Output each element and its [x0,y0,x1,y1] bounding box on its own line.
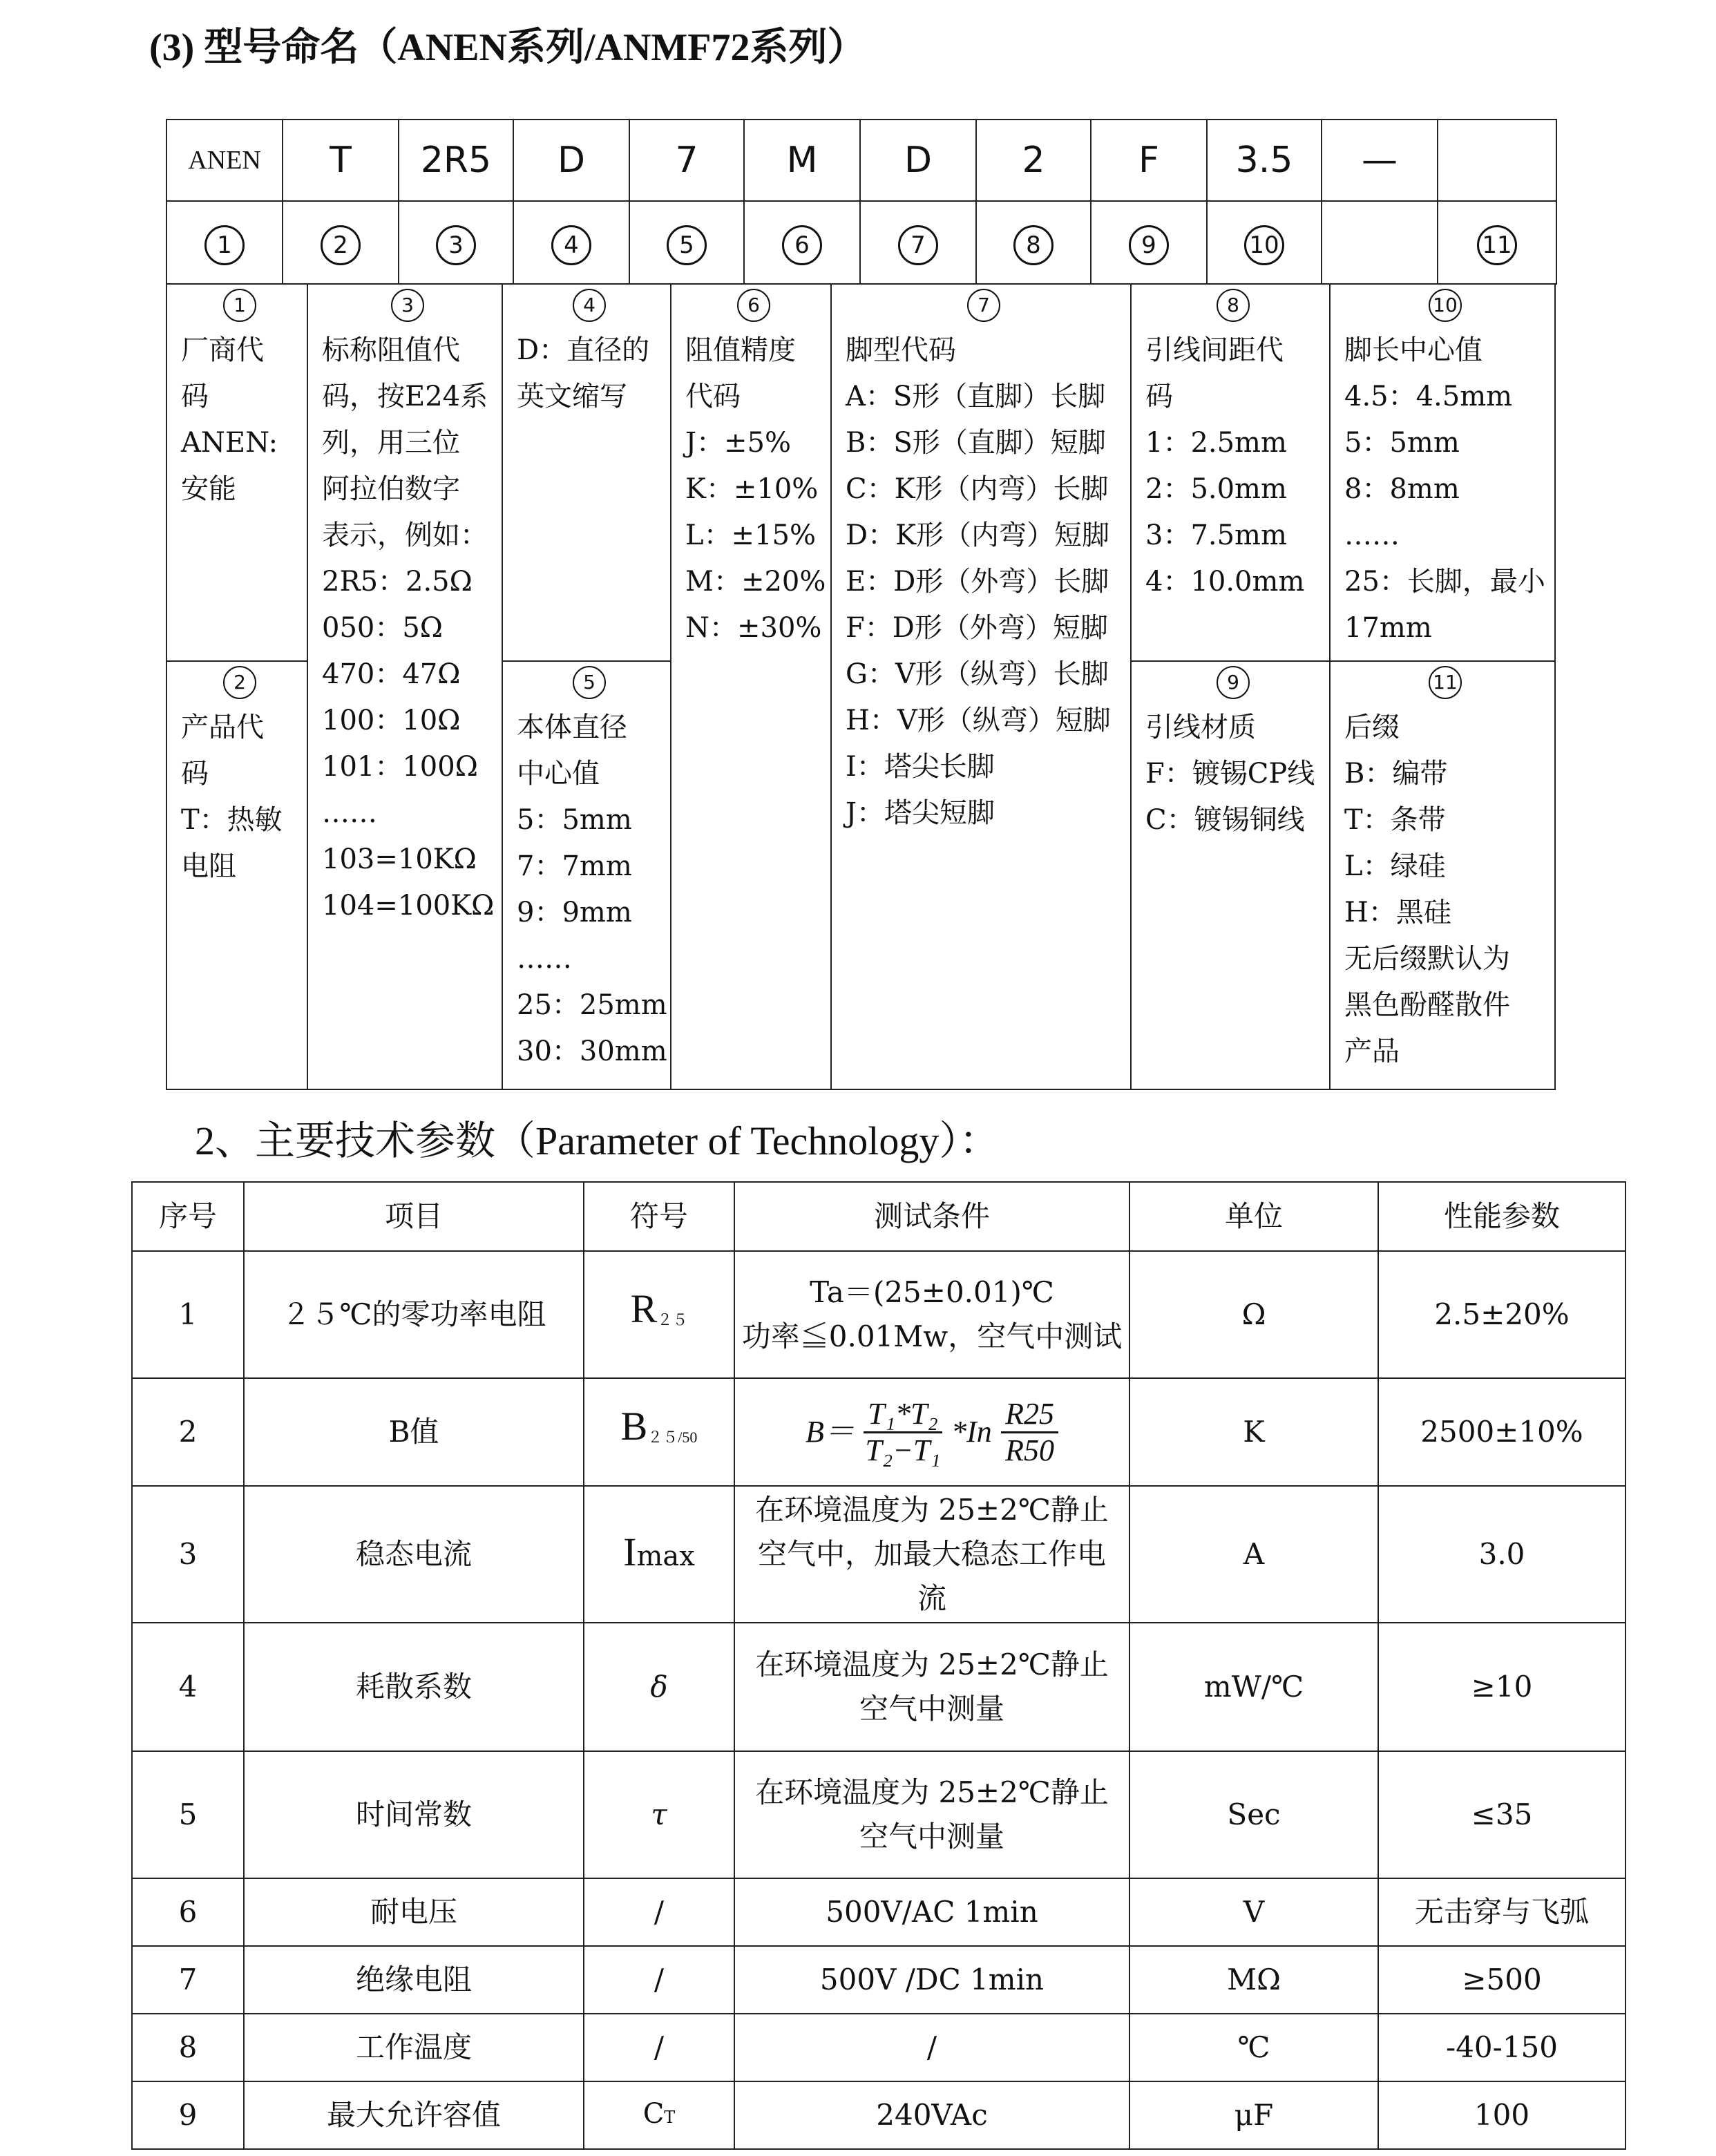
explain-line: 产品代 [181,712,264,743]
explain-line: A：S形（直脚）长脚 [846,381,1106,412]
explain-line: 4.5：4.5mm [1344,381,1513,412]
explain-line: 表示，例如： [322,519,488,551]
table-row [132,1623,1626,1751]
explain-line: 码，按E24系 [322,381,488,412]
formula-operator [951,1415,992,1449]
explain-line: ANEN: [181,427,278,459]
code-cell: 7 [629,120,744,201]
condition-line: 空气中测量 [859,1820,1004,1853]
explain-line: F：D形（外弯）短脚 [846,612,1108,644]
index-badge: 4 [551,225,591,265]
index-badge: 11 [1429,666,1462,699]
symbol-cell [584,1486,734,1623]
condition-line: 在环境温度为 25±2℃静止 [755,1775,1109,1809]
explain-line: B：S形（直脚）短脚 [846,427,1106,459]
condition-line: 在环境温度为 25±2℃静止 [755,1493,1109,1527]
explain-line: 本体直径 [517,712,627,743]
index-badge: 7 [967,289,1000,322]
symbol: τ [651,1797,667,1831]
model-code-table [166,119,1557,285]
symbol-sub: T [664,2108,676,2127]
explain-line: C：镀锡铜线 [1145,804,1305,836]
explain-line: L：±15% [685,519,816,551]
table-row [132,2081,1626,2149]
explain-line: D：直径的 [517,334,650,366]
unit-cell: K [1129,1378,1378,1486]
column-header: 序号 [132,1182,244,1251]
explain-line: T：条带 [1344,804,1446,836]
explain-cell [832,285,1130,837]
explain-line: 5：5mm [517,804,632,836]
formula-fraction [864,1397,942,1468]
index-badge: 2 [223,666,256,699]
unit-cell: V [1129,1878,1378,1946]
explain-line: 安能 [181,473,236,505]
index-cell [283,201,399,284]
explain-column [308,285,503,1089]
explain-line: C：K形（内弯）长脚 [846,473,1109,505]
explain-line: 引线间距代 [1145,334,1284,366]
row-number: 8 [132,2014,244,2081]
symbol-cell: / [584,1946,734,2014]
explain-line: 阻值精度 [685,334,796,366]
explain-line: 2：5.0mm [1145,473,1287,505]
explain-cell [1132,662,1329,843]
symbol: R [630,1286,658,1331]
symbol-cell: / [584,1878,734,1946]
item-cell: 绝缘电阻 [244,1946,584,2014]
item-cell: 时间常数 [244,1751,584,1878]
item-cell: B值 [244,1378,584,1486]
index-badge: 1 [204,225,245,265]
index-badge: 5 [573,666,606,699]
row-number: 9 [132,2081,244,2149]
condition-cell [734,1486,1129,1623]
value-cell: ≥500 [1378,1946,1626,2014]
explain-line: 后缀 [1344,712,1400,743]
table-row [132,1878,1626,1946]
explain-line: 103=10KΩ [322,843,477,875]
explain-line: 3：7.5mm [1145,519,1287,551]
explain-line: F：镀锡CP线 [1145,758,1315,790]
condition-cell: 240VAc [734,2081,1129,2149]
code-cell: F [1091,120,1207,201]
unit-cell: A [1129,1486,1378,1623]
explain-line: 标称阻值代 [322,334,460,366]
explain-line: N：±30% [685,612,822,644]
symbol: I [623,1529,637,1574]
explain-cell [167,662,307,890]
index-badge: 10 [1429,289,1462,322]
symbol-sub: ２５ [657,1311,688,1328]
formula-denominator: T₂−T₁ [865,1433,941,1467]
explain-line: 引线材质 [1145,712,1256,743]
code-cell: 2R5 [399,120,513,201]
index-cell [744,201,860,284]
condition-line: Ta＝(25±0.01)℃ [810,1275,1054,1309]
explain-column [503,285,671,1089]
condition-line: 在环境温度为 25±2℃静止 [755,1648,1109,1681]
formula-cell [734,1378,1129,1486]
explain-line: 中心值 [517,758,600,790]
condition-cell: 500V /DC 1min [734,1946,1129,2014]
explain-cell [671,285,830,651]
item-cell: ２５℃的零功率电阻 [244,1251,584,1378]
code-cell: ANEN [166,120,283,201]
explain-cell [503,662,670,1075]
index-cell [166,201,283,284]
index-badge: 11 [1477,225,1517,265]
symbol-cell [584,1751,734,1878]
item-cell: 耗散系数 [244,1623,584,1751]
row-number: 5 [132,1751,244,1878]
unit-cell: Ω [1129,1251,1378,1378]
explain-line: 8：8mm [1344,473,1460,505]
item-cell: 工作温度 [244,2014,584,2081]
explain-line: 470：47Ω [322,658,461,690]
code-cell: 3.5 [1207,120,1322,201]
explain-line: 英文缩写 [517,381,627,412]
condition-cell [734,1623,1129,1751]
value-cell: 100 [1378,2081,1626,2149]
index-badge: 1 [223,289,256,322]
index-badge: 10 [1244,225,1284,265]
condition-cell: 500V/AC 1min [734,1878,1129,1946]
column-header: 项目 [244,1182,584,1251]
code-cell [1438,120,1556,201]
explain-line: …… [322,797,377,829]
symbol: B [620,1404,648,1449]
index-badge: 3 [436,225,476,265]
column-header: 符号 [584,1182,734,1251]
symbol-cell [584,2081,734,2149]
explain-line: J：塔尖短脚 [846,797,995,829]
formula-denominator: R50 [1005,1433,1055,1467]
table-row [132,1751,1626,1878]
section-title: (3) 型号命名（ANEN系列/ANMF72系列） [149,26,866,69]
explain-cell [308,285,502,929]
value-cell: ≤35 [1378,1751,1626,1878]
symbol-cell [584,1378,734,1486]
explain-column [671,285,832,1089]
table-row [132,1486,1626,1623]
explain-line: 17mm [1344,612,1432,644]
index-cell [629,201,744,284]
index-cell [399,201,513,284]
symbol: C [642,2098,665,2130]
code-cell: T [283,120,399,201]
explain-line: J：±5% [685,427,792,459]
explain-line: G：V形（纵弯）长脚 [846,658,1109,690]
explain-line: 电阻 [181,850,236,882]
explain-line: M：±20% [685,566,826,598]
unit-cell: Sec [1129,1751,1378,1878]
formula-lhs [805,1415,855,1449]
explain-line: K：±10% [685,473,819,505]
explain-line: …… [1344,519,1400,551]
explain-line: 码 [181,381,209,412]
symbol-cell: / [584,2014,734,2081]
symbol-sub: max [636,1540,695,1572]
explain-line: …… [517,943,572,975]
index-badge: 5 [667,225,707,265]
explain-cell [1331,285,1554,660]
explain-line: H：V形（纵弯）短脚 [846,705,1111,736]
table-row [132,2014,1626,2081]
explain-line: 101：100Ω [322,751,478,783]
condition-line: 空气中，加最大稳态工作电 [757,1537,1106,1571]
explain-line: 阿拉伯数字 [322,473,460,505]
explain-line: 脚长中心值 [1344,334,1483,366]
row-number: 6 [132,1878,244,1946]
code-cell: D [860,120,976,201]
formula-fraction [1001,1397,1058,1468]
explain-line: E：D形（外弯）长脚 [846,566,1109,598]
condition-cell [734,1751,1129,1878]
explain-line: 25：长脚，最小 [1344,566,1545,598]
explain-line: 30：30mm [517,1036,667,1067]
condition-cell [734,1251,1129,1378]
explain-line: 码 [1145,381,1173,412]
explain-line: I：塔尖长脚 [846,751,995,783]
explain-line: 9：9mm [517,897,632,928]
index-badge: 8 [1013,225,1054,265]
index-badge: 4 [573,289,606,322]
explain-line: B：编带 [1344,758,1448,790]
row-number: 1 [132,1251,244,1378]
code-explanation-grid [166,283,1556,1090]
index-cell [1091,201,1207,284]
table-row [132,1378,1626,1486]
explain-line: 050：5Ω [322,612,443,644]
explain-line: 100：10Ω [322,705,461,736]
index-cell [860,201,976,284]
symbol-cell [584,1251,734,1378]
explain-line: 1：2.5mm [1145,427,1287,459]
index-cell [1207,201,1322,284]
unit-cell: ℃ [1129,2014,1378,2081]
explain-line: 脚型代码 [846,334,956,366]
explain-cell [1132,285,1329,660]
index-badge: 6 [782,225,822,265]
explain-cell [1331,662,1554,1075]
explain-column [832,285,1132,1089]
explain-line: 25：25mm [517,989,667,1021]
value-cell: ≥10 [1378,1623,1626,1751]
parameter-table [131,1181,1626,2150]
item-cell: 最大允许容值 [244,2081,584,2149]
unit-cell: mW/℃ [1129,1623,1378,1751]
explain-line: 厂商代 [181,334,264,366]
row-number: 4 [132,1623,244,1751]
formula-text: *In [951,1415,992,1449]
index-cell [976,201,1091,284]
unit-cell: μF [1129,2081,1378,2149]
condition-line: 空气中测量 [859,1692,1004,1726]
explain-line: 代码 [685,381,741,412]
explain-column [1331,285,1554,1089]
index-badge: 9 [1217,666,1250,699]
code-cell: D [513,120,629,201]
index-cell [1438,201,1556,284]
explain-line: D：K形（内弯）短脚 [846,519,1109,551]
column-header: 性能参数 [1378,1182,1626,1251]
explain-column [1132,285,1331,1089]
row-number: 7 [132,1946,244,2014]
symbol-cell [584,1623,734,1751]
index-badge: 7 [898,225,938,265]
code-cell: M [744,120,860,201]
explain-line: 列，用三位 [322,427,460,459]
index-badge: 2 [321,225,361,265]
index-cell [513,201,629,284]
condition-line: 流 [917,1581,946,1615]
explain-line: 产品 [1344,1036,1400,1067]
row-number: 2 [132,1378,244,1486]
column-header: 测试条件 [734,1182,1129,1251]
explain-line: T：热敏 [181,804,283,836]
item-cell: 耐电压 [244,1878,584,1946]
explain-column [167,285,308,1089]
value-cell: 2500±10% [1378,1378,1626,1486]
index-badge: 3 [391,289,424,322]
unit-cell: MΩ [1129,1946,1378,2014]
explain-line: L：绿硅 [1344,850,1446,882]
column-header: 单位 [1129,1182,1378,1251]
explain-line: 黑色酚醛散件 [1344,989,1510,1021]
index-badge: 8 [1217,289,1250,322]
value-cell: 3.0 [1378,1486,1626,1623]
explain-line: 2R5：2.5Ω [322,566,473,598]
explain-line: 5：5mm [1344,427,1460,459]
table-row [132,1946,1626,2014]
code-cell: 2 [976,120,1091,201]
symbol: δ [650,1670,668,1704]
explain-line: 7：7mm [517,850,632,882]
param-section-title: 2、主要技术参数（Parameter of Technology）： [195,1118,1000,1163]
symbol-sub: ２５/50 [647,1429,698,1446]
value-cell: 无击穿与飞弧 [1378,1878,1626,1946]
index-badge: 9 [1129,225,1169,265]
code-cell: — [1322,120,1438,201]
table-row [132,1251,1626,1378]
explain-line: H：黑硅 [1344,897,1451,928]
index-cell [1322,201,1438,284]
condition-line: 功率≦0.01Mw，空气中测试 [741,1319,1123,1353]
explain-cell [167,285,307,660]
formula-numerator: T₁*T₂ [864,1397,942,1433]
index-badge: 6 [737,289,770,322]
explain-line: 无后缀默认为 [1344,943,1510,975]
value-cell: -40-150 [1378,2014,1626,2081]
explain-line: 104=100KΩ [322,890,495,922]
explain-cell [503,285,670,660]
formula-numerator: R25 [1001,1397,1058,1433]
explain-line: 码 [181,758,209,790]
item-cell: 稳态电流 [244,1486,584,1623]
table-header-row [132,1182,1626,1251]
formula-text: B＝ [805,1415,855,1449]
value-cell: 2.5±20% [1378,1251,1626,1378]
explain-line: 4：10.0mm [1145,566,1305,598]
condition-cell: / [734,2014,1129,2081]
row-number: 3 [132,1486,244,1623]
